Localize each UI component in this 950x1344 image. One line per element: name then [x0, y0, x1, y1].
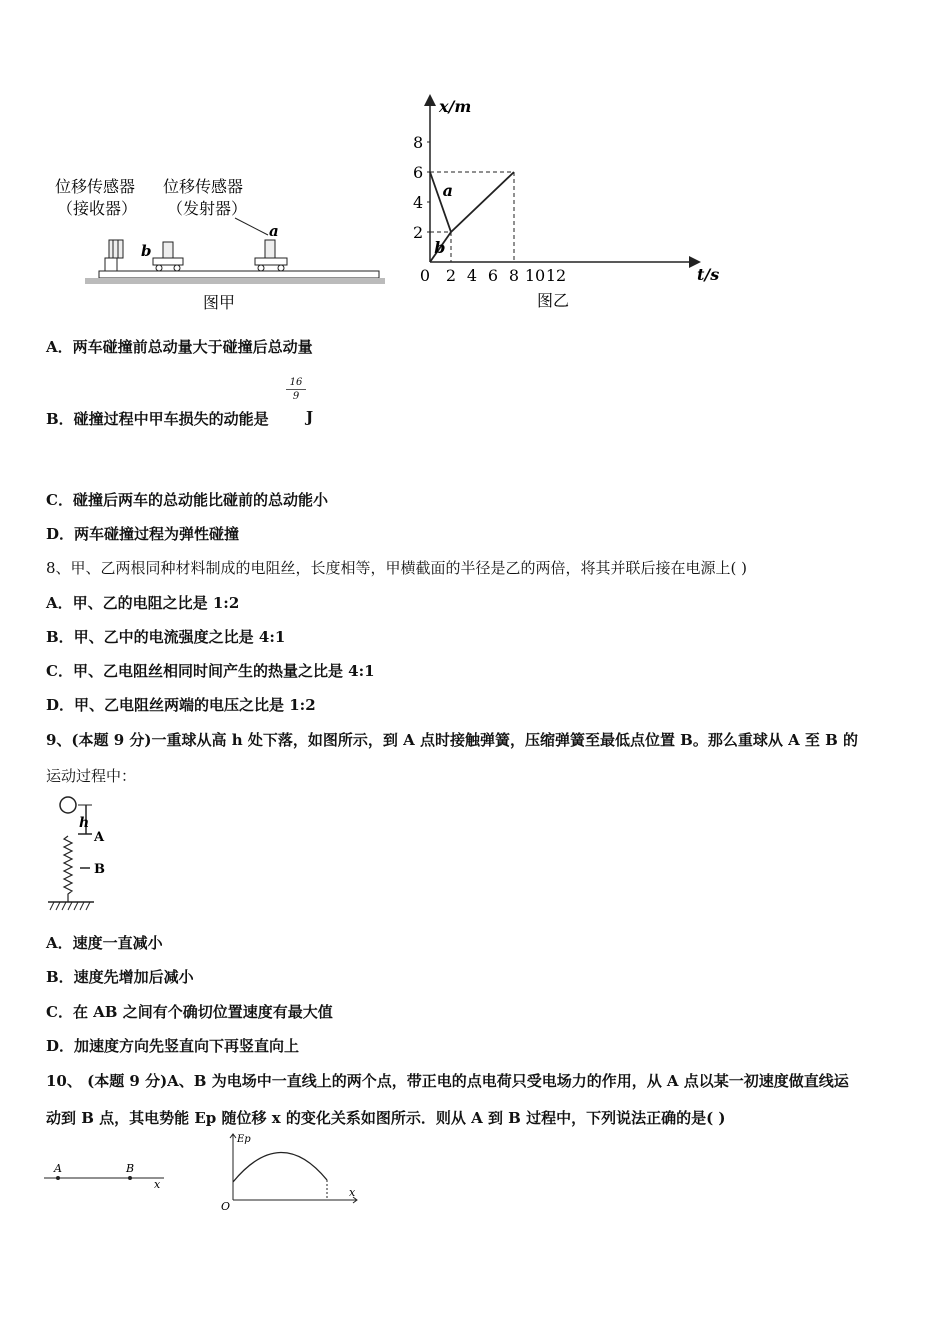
q7-option-d: D．两车碰撞过程为弹性碰撞	[46, 525, 240, 543]
receiver-label-1: 位移传感器	[55, 177, 136, 196]
point-b-label: B	[94, 862, 105, 877]
q7-option-b	[46, 408, 269, 429]
figure-yi-caption: 图乙	[537, 291, 570, 310]
cart-a	[255, 240, 287, 271]
x-tick-label-0: 0	[419, 266, 431, 285]
q8-option-d: D．甲、乙电阻丝两端的电压之比是 1:2	[46, 696, 316, 714]
receiver-label-2: （接收器）	[57, 199, 138, 218]
cart-a-label: a	[269, 222, 279, 240]
q9-option-a: A．速度一直减小	[46, 934, 163, 952]
q9-option-b: B．速度先增加后减小	[46, 968, 194, 986]
fraction-numerator: 16	[286, 376, 306, 390]
x-tick-label-12: 12	[545, 266, 567, 285]
point-b-label: B	[126, 1162, 135, 1175]
figure-yi-graph	[405, 92, 735, 317]
height-label: h	[79, 815, 90, 831]
q8-option-c: C．甲、乙电阻丝相同时间产生的热量之比是 4:1	[46, 662, 375, 680]
q10-stem-line1: 10、 (本题 9 分)A、B 为电场中一直线上的两个点，带正电的点电荷只受电场力的作用，从 A 点以某一初速度做直线运	[46, 1072, 849, 1090]
x-axis-label: t/s	[697, 265, 720, 284]
x-tick-label-8: 8	[508, 266, 520, 285]
line-a-label: a	[442, 181, 453, 200]
x-tick-label-4: 4	[466, 266, 478, 285]
q7-option-b-text: B．碰撞过程中甲车损失的动能是	[46, 410, 269, 428]
x-label: x	[154, 1178, 161, 1191]
spring	[64, 836, 72, 902]
q7-unit: J	[306, 408, 314, 426]
q10-ep-graph	[215, 1128, 365, 1214]
point-a	[56, 1176, 60, 1180]
y-tick-label-6: 6	[413, 163, 424, 182]
q8-stem: 8、甲、乙两根同种材料制成的电阻丝，长度相等，甲横截面的半径是乙的两倍，将其并联后接在电源上( )	[46, 559, 748, 577]
emitter-label-2: （发射器）	[167, 199, 248, 218]
q7-option-a: A．两车碰撞前总动量大于碰撞后总动量	[46, 338, 313, 356]
track	[99, 271, 379, 278]
x-tick-label-10: 10	[524, 266, 546, 285]
q10-line-figure	[40, 1158, 170, 1193]
q9-option-c: C．在 AB 之间有个确切位置速度有最大值	[46, 1003, 333, 1021]
emitter-label-1: 位移传感器	[163, 177, 244, 196]
y-tick-label-4: 4	[413, 193, 424, 212]
q8-option-b: B．甲、乙中的电流强度之比是 4:1	[46, 628, 286, 646]
q9-option-d: D．加速度方向先竖直向下再竖直向上	[46, 1037, 300, 1055]
ep-label: Ep	[237, 1134, 251, 1145]
y-tick-label-2: 2	[413, 223, 424, 242]
q9-spring-figure	[44, 792, 134, 914]
point-b	[128, 1176, 132, 1180]
origin-label: O	[221, 1200, 231, 1213]
cart-b-label: b	[141, 242, 152, 260]
q8-option-a: A．甲、乙的电阻之比是 1:2	[46, 594, 240, 612]
y-tick-label-8: 8	[413, 133, 424, 152]
point-a-label: A	[94, 830, 105, 845]
line-b-label: b	[434, 238, 446, 257]
fraction-denominator: 9	[292, 391, 300, 402]
figure-jia-caption: 图甲	[203, 293, 236, 312]
table-surface	[85, 278, 385, 284]
point-a-label: A	[54, 1162, 62, 1175]
q7-option-c: C．碰撞后两车的总动能比碰前的总动能小	[46, 491, 328, 509]
cart-b	[153, 242, 183, 271]
ball	[60, 797, 76, 813]
receiver-sensor	[105, 240, 123, 272]
q7-fraction	[286, 376, 306, 403]
y-axis-label: x/m	[439, 97, 472, 116]
q9-stem-line2: 运动过程中：	[46, 767, 137, 785]
x-label: x	[349, 1186, 356, 1199]
x-tick-label-6: 6	[487, 266, 499, 285]
figure-jia	[55, 170, 395, 320]
x-tick-label-2: 2	[445, 266, 457, 285]
q9-stem-line1: 9、(本题 9 分)一重球从高 h 处下落，如图所示，到 A 点时接触弹簧，压缩弹簧至最低点位置 B。那么重球从 A 至 B 的	[46, 731, 859, 749]
ep-curve	[233, 1152, 327, 1182]
q10-stem-line2: 动到 B 点，其电势能 Ep 随位移 x 的变化关系如图所示．则从 A 到 B 过程中，下列说法正确的是( )	[46, 1109, 726, 1127]
